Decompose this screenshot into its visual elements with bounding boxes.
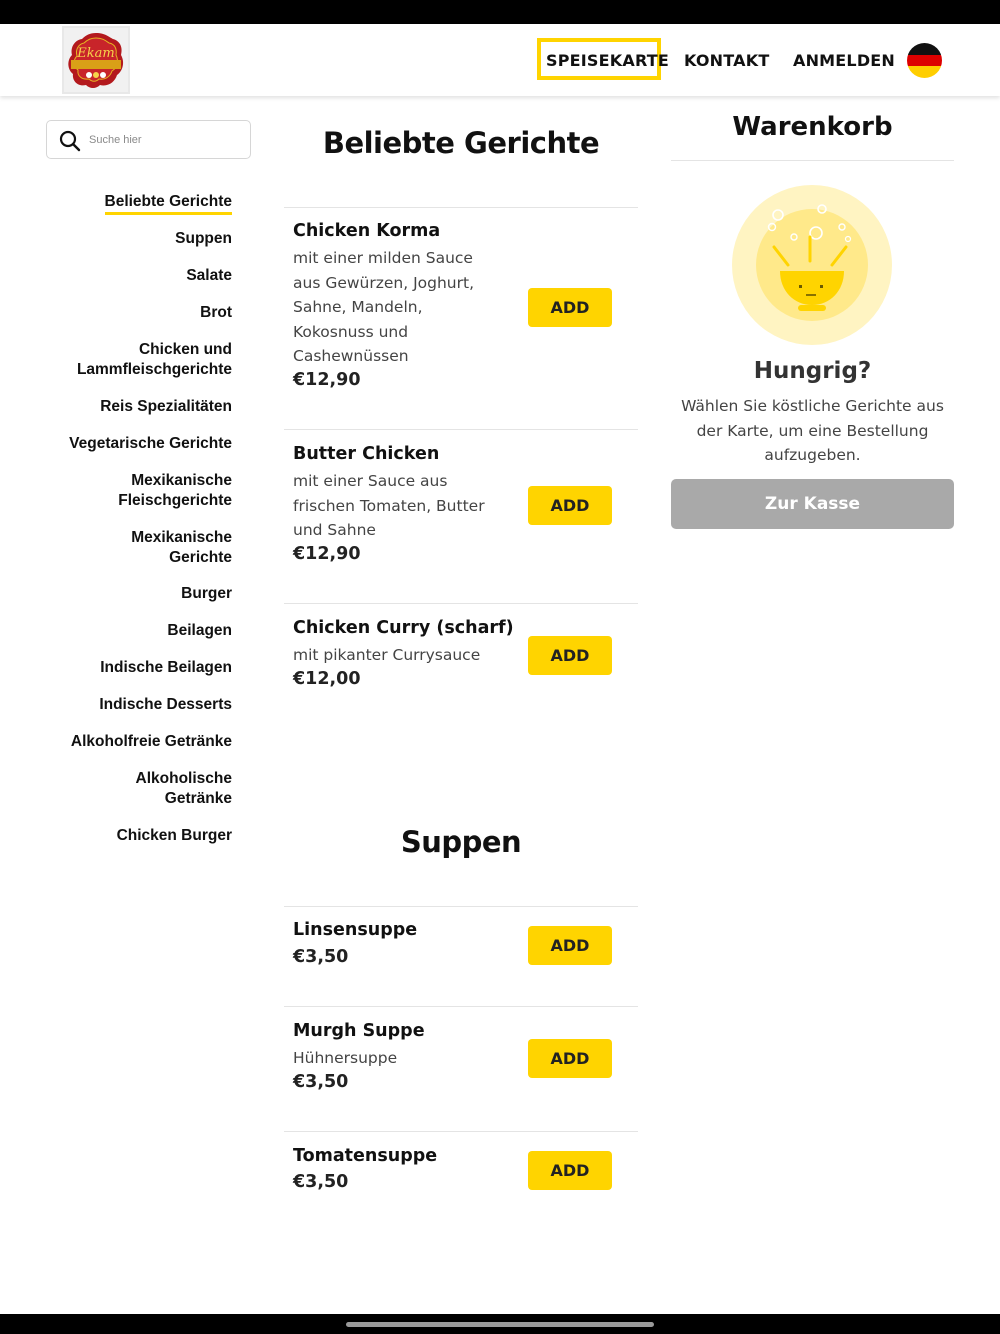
add-button[interactable]: ADD: [528, 1151, 612, 1190]
search-input[interactable]: [89, 130, 239, 150]
section-title-beliebte-gerichte: Beliebte Gerichte: [322, 126, 600, 160]
category-brot[interactable]: Brot: [200, 304, 232, 321]
category-mexikanische-fleischgerichte[interactable]: Mexikanische Fleischgerichte: [118, 472, 232, 509]
category-mexikanische-gerichte[interactable]: Mexikanische Gerichte: [131, 529, 232, 566]
item-name: Tomatensuppe: [293, 1146, 438, 1166]
item-name: Chicken Korma: [293, 221, 441, 241]
item-name: Murgh Suppe: [293, 1021, 425, 1041]
item-price: €3,50: [293, 1172, 349, 1192]
nav-kontakt[interactable]: KONTAKT: [684, 51, 770, 70]
category-vegetarisch[interactable]: Vegetarische Gerichte: [69, 435, 232, 452]
home-indicator[interactable]: [346, 1322, 654, 1327]
restaurant-logo[interactable]: [62, 26, 130, 94]
divider: [284, 207, 638, 208]
item-price: €3,50: [293, 947, 349, 967]
category-alkoholfreie-getraenke[interactable]: Alkoholfreie Getränke: [70, 733, 232, 750]
item-name: Linsensuppe: [293, 920, 418, 940]
search-box[interactable]: [46, 120, 251, 159]
add-button[interactable]: ADD: [528, 486, 612, 525]
category-beliebte-gerichte[interactable]: Beliebte Gerichte: [105, 192, 233, 215]
logo-emblem: [65, 29, 127, 91]
category-salate[interactable]: Salate: [186, 267, 232, 284]
add-button[interactable]: ADD: [528, 636, 612, 675]
item-price: €12,00: [293, 669, 361, 689]
item-description: mit einer milden Sauce aus Gewürzen, Joghurt, Sahne, Mandeln, Kokosnuss und Cashewnüssen: [293, 249, 475, 365]
category-suppen[interactable]: Suppen: [175, 230, 232, 247]
add-button[interactable]: ADD: [528, 1039, 612, 1078]
category-chicken-lamm[interactable]: Chicken und Lammfleischgerichte: [76, 341, 232, 378]
item-name: Chicken Curry (scharf): [293, 618, 514, 638]
divider: [284, 1131, 638, 1132]
section-title-suppen: Suppen: [400, 825, 522, 859]
nav-speisekarte[interactable]: SPEISEKARTE: [546, 51, 670, 70]
category-beilagen[interactable]: Beilagen: [167, 622, 232, 639]
item-description: mit pikanter Currysauce: [293, 646, 481, 664]
checkout-button[interactable]: Zur Kasse: [671, 479, 954, 529]
item-description: Hühnersuppe: [293, 1049, 398, 1067]
flag-germany-icon[interactable]: [907, 43, 942, 78]
add-button[interactable]: ADD: [528, 926, 612, 965]
item-price: €12,90: [293, 544, 361, 564]
empty-bowl-illustration-icon: [732, 185, 892, 345]
add-button[interactable]: ADD: [528, 288, 612, 327]
category-reis[interactable]: Reis Spezialitäten: [100, 398, 232, 415]
category-alkoholische-getraenke[interactable]: Alkoholische Getränke: [135, 770, 232, 807]
cart-empty-heading: Hungrig?: [753, 358, 872, 384]
cart-empty-text: Wählen Sie köstliche Gerichte aus der Karte, um eine Bestellung aufzugeben.: [681, 397, 944, 464]
item-description: mit einer Sauce aus frischen Tomaten, Butter und Sahne: [293, 472, 485, 539]
status-bar: [0, 0, 1000, 24]
divider: [284, 429, 638, 430]
category-burger[interactable]: Burger: [181, 585, 232, 602]
category-chicken-burger[interactable]: Chicken Burger: [116, 827, 232, 844]
nav-anmelden[interactable]: ANMELDEN: [793, 51, 896, 70]
divider: [284, 603, 638, 604]
category-indische-beilagen[interactable]: Indische Beilagen: [100, 659, 232, 676]
search-icon: [59, 130, 81, 152]
item-price: €3,50: [293, 1072, 349, 1092]
divider: [284, 1006, 638, 1007]
item-name: Butter Chicken: [293, 444, 440, 464]
divider: [284, 906, 638, 907]
top-navigation: [0, 24, 1000, 96]
category-indische-desserts[interactable]: Indische Desserts: [99, 696, 232, 713]
cart-divider: [671, 160, 954, 161]
logo-wordmark: Ekam: [77, 46, 115, 61]
cart-title: Warenkorb: [732, 112, 893, 142]
item-price: €12,90: [293, 370, 361, 390]
